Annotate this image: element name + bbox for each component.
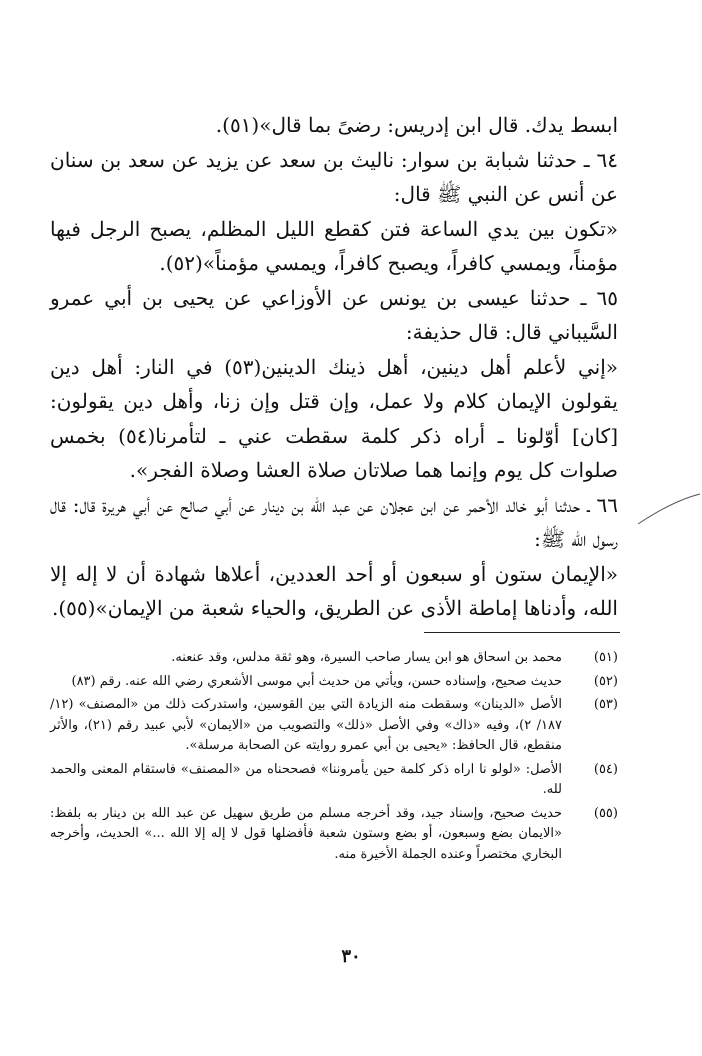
footnote-divider bbox=[424, 632, 620, 633]
footnote-number: (٥١) bbox=[593, 650, 618, 665]
footnote-text: الأصل «الدينان» وسقطت منه الزيادة التي بين القوسين، واستدركت ذلك من «المصنف» (١٢/ ١٨٧/ ٢)، وفيه «ذاك» وفي الأصل «ذلك» والتصويب من «الايمان» لأبي عبيد رقم (٢١)، والأثر منقطع، قال الحافظ: «يحيى بن أبي عمرو روايته عن الصحابة مرسلة». bbox=[50, 697, 562, 753]
footnote-number: (٥٢) bbox=[593, 673, 618, 689]
hadith-64-isnad: ٦٤ ـ حدثنا شبابة بن سوار: ناليث بن سعد عن يزيد عن سعد بن سنان عن أنس عن النبي ﷺ قال: bbox=[50, 147, 618, 206]
page-number: ٣٠ bbox=[341, 946, 361, 967]
footnote bbox=[50, 695, 618, 757]
main-text bbox=[50, 108, 618, 626]
hadith-66-matn: «الإيمان ستون أو سبعون أو أحد العددين، أعلاها شهادة أن لا إله إلا الله، وأدناها إماطة الأذى عن الطريق، والحياء شعبة من الإيمان»(٥٥). bbox=[50, 561, 618, 620]
paragraph: ابسط يدك. قال ابن إدريس: رضىً بما قال»(٥١). bbox=[215, 113, 618, 137]
hadith-64-matn: «تكون بين يدي الساعة فتن كقطع الليل المظلم، يصبح الرجل فيها مؤمناً، ويمسي كافراً، ويصبح كافراً، ويمسي مؤمناً»(٥٢). bbox=[50, 216, 618, 275]
footnote-number: (٥٤) bbox=[593, 761, 618, 777]
footnote-text: محمد بن اسحاق هو ابن يسار صاحب السيرة، وهو ثقة مدلس، وقد عنعنه. bbox=[171, 650, 562, 665]
footnote-text: حديث صحيح، وإسناده حسن، ويأتي من حديث أبي موسى الأشعري رضي الله عنه. رقم (٨٣) bbox=[71, 673, 562, 689]
hadith-65-isnad: ٦٥ ـ حدثنا عيسى بن يونس عن الأوزاعي عن يحيى بن أبي عمرو السَّيباني قال: قال حذيفة: bbox=[50, 285, 618, 344]
footnote bbox=[50, 672, 618, 693]
footnote-text: حديث صحيح، وإسناد جيد، وقد أخرجه مسلم من طريق سهيل عن عبد الله بن دينار به بلفظ: «الايمان بضع وسبعون، أو بضع وستون شعبة فأفضلها قول لا إله إلا الله ...» الحديث، وأخرجه البخاري مختصراً وعنده الجملة الأخيرة منه. bbox=[50, 805, 562, 862]
footnote-number: (٥٥) bbox=[593, 805, 618, 821]
footnotes bbox=[50, 648, 618, 868]
hadith-65-matn: «إني لأعلم أهل دينين، أهل ذينك الدينين(٥٣) في النار: أهل دين يقولون الإيمان كلام ولا عمل، وإن قتل وإن زنا، وأهل دين يقولون: [كان] أوّلونا ـ أراه ذكر كلمة سقطت عني ـ لتأمرنا(٥٤) بخمس صلوات كل يوم وإنما هما صلاتان صلاة العشا وصلاة الفجر». bbox=[50, 354, 619, 482]
margin-pen-stroke bbox=[632, 490, 702, 530]
footnote bbox=[50, 804, 618, 866]
footnote-number: (٥٣) bbox=[593, 697, 618, 712]
footnote bbox=[50, 760, 618, 801]
footnote bbox=[50, 648, 618, 669]
footnote-text: الأصل: «لولو نا اراه ذكر كلمة حين يأمروننا» فصححناه من «المصنف» فاستقام المعنى والحمد لله. bbox=[50, 761, 562, 797]
hadith-66-isnad: ٦٦ ـ حدثنا أبو خالد الأحمر عن ابن عجلان عن عبد الله بن دينار عن أبي صالح عن أبي هريرة قال: قال رسول الله ﷺ: bbox=[50, 492, 618, 551]
